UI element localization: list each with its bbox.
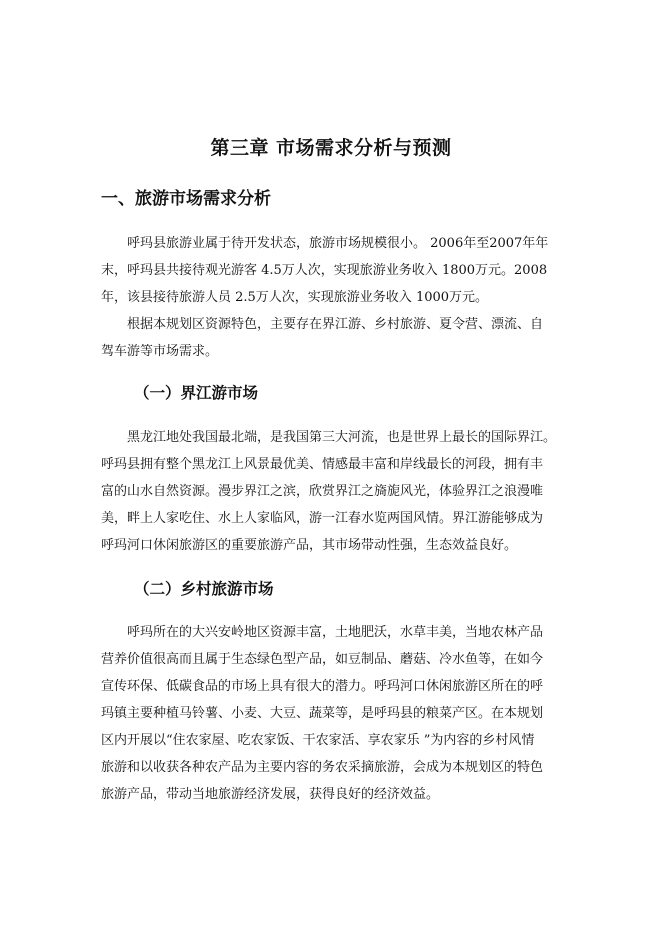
text-line: 营养价值很高而且属于生态绿色型产品，如豆制品、蘑菇、冷水鱼等，在如今 [101, 652, 544, 667]
text-line: 黑龙江地处我国最北端，是我国第三大河流，也是世界上最长的国际界江。 [127, 430, 557, 445]
subsection-title-rural-tourism: （二）乡村旅游市场 [134, 579, 274, 598]
text-line: 富的山水自然资源。漫步界江之滨，欣赏界江之旖旎风光，体验界江之浪漫唯 [101, 484, 544, 499]
text-line: 旅游和以收获各种农产品为主要内容的务农采摘旅游，会成为本规划区的特色 [101, 760, 544, 775]
paragraph-border-river [101, 424, 557, 559]
paragraph-market-types [101, 311, 548, 365]
text-line: 驾车游等市场需求。 [101, 344, 219, 359]
text-line: 呼玛河口休闲旅游区的重要旅游产品，其市场带动性强，生态效益良好。 [101, 538, 518, 553]
text-line: 玛镇主要种植马铃薯、小麦、大豆、蔬菜等，是呼玛县的粮菜产区。在本规划 [101, 706, 544, 721]
section-title-market-demand: 一、旅游市场需求分析 [101, 189, 271, 209]
paragraph-market-scale [101, 230, 548, 311]
text-line: 区内开展以“住农家屋、吃农家饭、干农家活、享农家乐 ”为内容的乡村风情 [101, 733, 535, 748]
text-line: 宣传环保、低碳食品的市场上具有很大的潜力。呼玛河口休闲旅游区所在的呼 [101, 679, 544, 694]
text-line: 旅游产品，带动当地旅游经济发展，获得良好的经济效益。 [101, 787, 440, 802]
text-line: 美，畔上人家吃住、水上人家临风，游一江春水览两国风情。界江游能够成为 [101, 511, 544, 526]
text-line: 呼玛县旅游业属于待开发状态，旅游市场规模很小。 2006年至2007年年 [127, 236, 549, 251]
text-line: 末，呼玛县共接待观光游客 4.5万人次，实现旅游业务收入 1800万元。2008 [101, 263, 548, 278]
text-line: 呼玛县拥有整个黑龙江上风景最优美、情感最丰富和岸线最长的河段，拥有丰 [101, 457, 544, 472]
text-line: 根据本规划区资源特色，主要存在界江游、乡村旅游、夏令营、漂流、自 [127, 317, 544, 332]
paragraph-rural-tourism [101, 619, 548, 808]
text-line: 年，该县接待旅游人员 2.5万人次，实现旅游业务收入 1000万元。 [101, 290, 489, 305]
subsection-title-border-river: （一）界江游市场 [134, 383, 259, 402]
text-line: 呼玛所在的大兴安岭地区资源丰富，土地肥沃，水草丰美，当地农林产品 [127, 625, 544, 640]
chapter-title: 第三章 市场需求分析与预测 [210, 137, 452, 159]
